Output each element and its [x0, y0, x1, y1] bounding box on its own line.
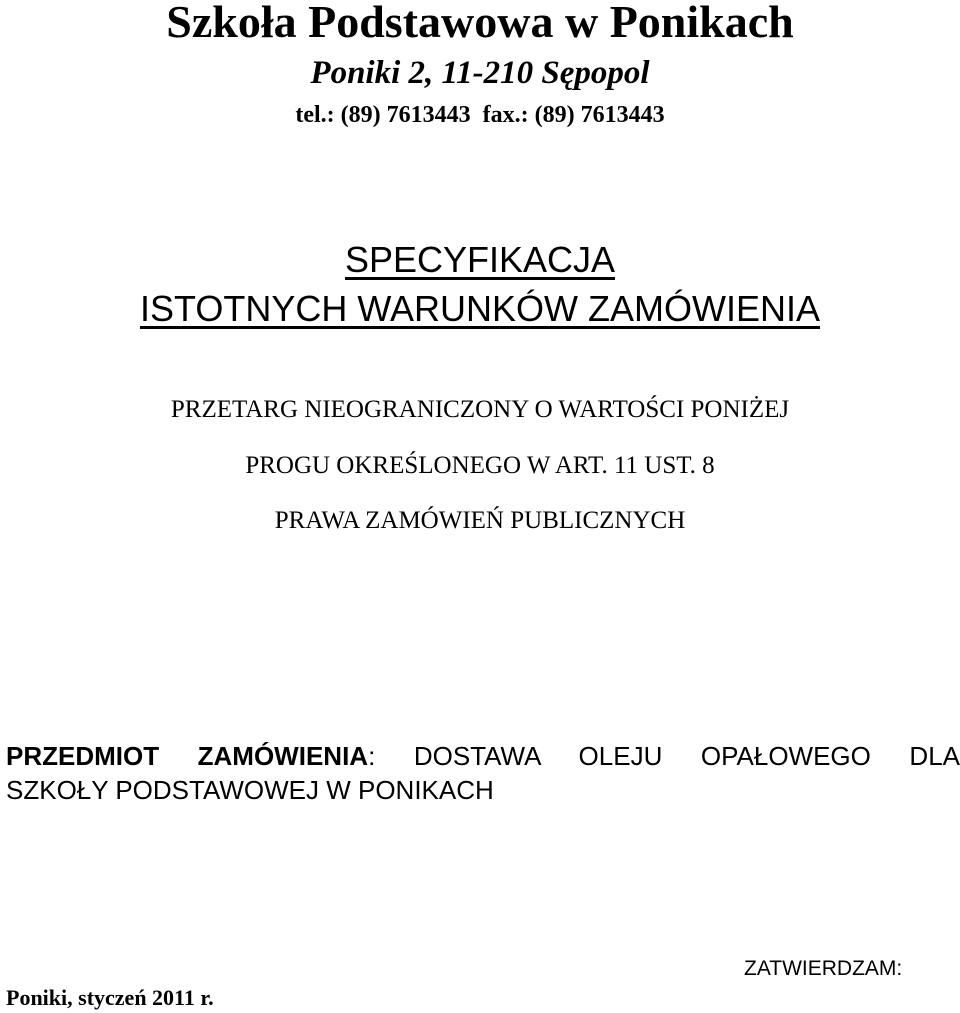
school-name: Szkoła Podstawowa w Ponikach	[166, 0, 794, 47]
order-subject-line2: SZKOŁY PODSTAWOWEJ W PONIKACH	[6, 775, 494, 805]
order-subject-text: DOSTAWA OLEJU OPAŁOWEGO DLA	[413, 741, 960, 771]
document-title-line2-text: ISTOTNYCH WARUNKÓW ZAMÓWIENIA	[140, 288, 820, 329]
procedure-line3: PRAWA ZAMÓWIEŃ PUBLICZNYCH	[274, 507, 686, 534]
approval-label: ZATWIERDZAM:	[744, 957, 903, 980]
order-subject-line1	[6, 739, 960, 773]
place-and-date: Poniki, styczeń 2011 r.	[6, 985, 214, 1010]
document-title-line1	[0, 238, 960, 282]
procedure-line1: PRZETARG NIEOGRANICZONY O WARTOŚCI PONIŻEJ	[170, 396, 790, 423]
document-title-line1-text: SPECYFIKACJA	[344, 239, 616, 280]
order-subject-label: PRZEDMIOT ZAMÓWIENIA	[6, 741, 369, 771]
school-address: Poniki 2, 11-210 Sępopol	[310, 55, 650, 91]
document-title-line2	[0, 287, 960, 331]
procedure-line2: PROGU OKREŚLONEGO W ART. 11 UST. 8	[245, 452, 715, 479]
school-contact: tel.: (89) 7613443 fax.: (89) 7613443	[295, 102, 665, 128]
order-subject-separator: :	[368, 741, 376, 771]
